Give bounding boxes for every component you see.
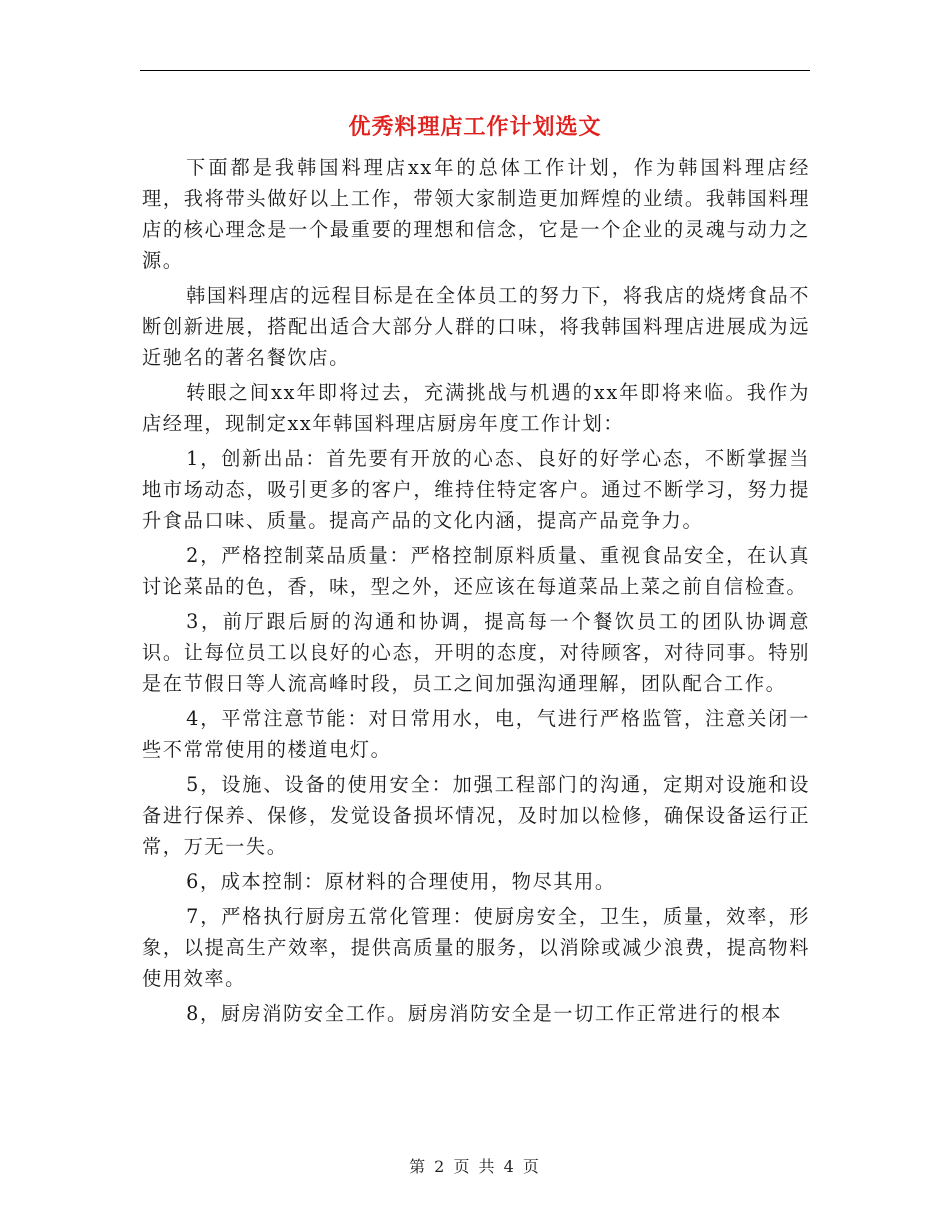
document-body <box>142 152 810 1033</box>
page-number: 第 2 页 共 4 页 <box>409 1157 541 1176</box>
paragraph-item-1: 1，创新出品：首先要有开放的心态、良好的好学心态，不断掌握当地市场动态，吸引更多的客户，维持住特定客户。通过不断学习，努力提升食品口味、质量。提高产品的文化内涵，提高产品竞争力。 <box>142 447 810 532</box>
paragraph-item-2: 2，严格控制菜品质量：严格控制原料质量、重视食品安全，在认真讨论菜品的色，香，味，型之外，还应该在每道菜品上菜之前自信检查。 <box>142 544 810 598</box>
paragraph-item-7: 7，严格执行厨房五常化管理：使厨房安全，卫生，质量，效率，形象，以提高生产效率，提供高质量的服务，以消除或减少浪费，提高物料使用效率。 <box>142 905 810 990</box>
paragraph-item-8: 8，厨房消防安全工作。厨房消防安全是一切工作正常进行的根本 <box>186 1002 783 1025</box>
paragraph-plan-intro: 转眼之间xx年即将过去，充满挑战与机遇的xx年即将来临。我作为店经理，现制定xx年韩国料理店厨房年度工作计划： <box>142 381 810 435</box>
paragraph-item-4: 4，平常注意节能：对日常用水，电，气进行严格监管，注意关闭一些不常常使用的楼道电灯。 <box>142 707 810 761</box>
header-rule <box>140 70 810 71</box>
paragraph-item-6: 6，成本控制：原材料的合理使用，物尽其用。 <box>186 870 616 893</box>
paragraph-item-5: 5，设施、设备的使用安全：加强工程部门的沟通，定期对设施和设备进行保养、保修，发觉设备损坏情况，及时加以检修，确保设备运行正常，万无一失。 <box>142 773 810 858</box>
paragraph-item-3: 3，前厅跟后厨的沟通和协调，提高每一个餐饮员工的团队协调意识。让每位员工以良好的心态，开明的态度，对待顾客，对待同事。特别是在节假日等人流高峰时段，员工之间加强沟通理解，团队配合工作。 <box>142 610 810 695</box>
document-title: 优秀料理店工作计划选文 <box>348 114 602 140</box>
paragraph-intro: 下面都是我韩国料理店xx年的总体工作计划，作为韩国料理店经理，我将带头做好以上工作，带领大家制造更加辉煌的业绩。我韩国料理店的核心理念是一个最重要的理想和信念，它是一个企业的灵魂与动力之源。 <box>142 156 810 272</box>
paragraph-goal: 韩国料理店的远程目标是在全体员工的努力下，将我店的烧烤食品不断创新进展，搭配出适合大部分人群的口味，将我韩国料理店进展成为远近驰名的著名餐饮店。 <box>142 284 810 369</box>
